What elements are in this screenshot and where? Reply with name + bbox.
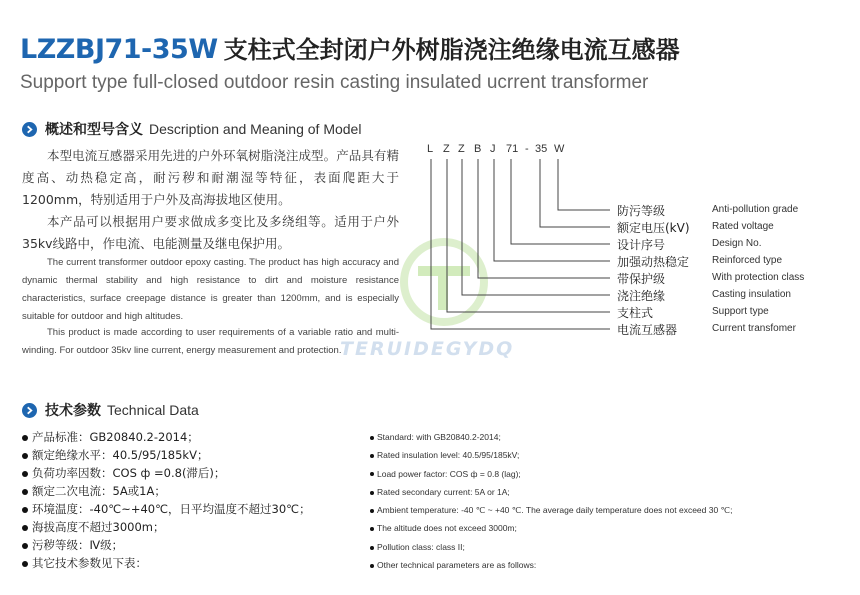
code-letter-71: 71 <box>506 143 519 155</box>
technical-heading <box>22 400 199 420</box>
model-code-diagram <box>420 140 860 340</box>
description-para2-cn: 本产品可以根据用户要求做成多变比及多绕组等。适用于户外35kv线路中，作电流、电能测量及继电保护用。 <box>22 214 399 251</box>
code-lines <box>420 140 620 340</box>
legend-cn-5: 浇注绝缘 <box>617 289 666 303</box>
legend-en-5: Casting insulation <box>712 289 791 300</box>
spec-cn-item: 环境温度：-40℃~+40℃，日平均温度不超过30℃； <box>22 500 311 518</box>
code-letter-l: L <box>427 143 434 155</box>
spec-cn-item: 其它技术参数见下表： <box>22 554 311 572</box>
spec-en-item: Load power factor: COS ф = 0.8 (lag); <box>370 465 732 483</box>
legend-en-7: Current transfomer <box>712 323 796 334</box>
product-name-cn: 支柱式全封闭户外树脂浇注绝缘电流互感器 <box>223 36 680 64</box>
specs-cn-list <box>22 428 311 572</box>
watermark-text: TERUIDEGYDQ <box>340 338 515 360</box>
spec-en-item: The altitude does not exceed 3000m; <box>370 519 732 537</box>
spec-en-item: Standard: with GB20840.2-2014; <box>370 428 732 446</box>
legend-cn-4: 带保护级 <box>617 272 666 286</box>
code-letter-w: W <box>554 143 565 155</box>
technical-heading-en: Technical Data <box>107 402 199 418</box>
legend-cn-3: 加强动热稳定 <box>617 255 690 269</box>
legend-en-4: With protection class <box>712 272 805 283</box>
spec-en-item: Ambient temperature: -40 ℃ ~ +40 ℃. The average daily temperature does not exceed 30 ℃; <box>370 501 732 519</box>
spec-cn-item: 污秽等级：Ⅳ级； <box>22 536 311 554</box>
spec-en-item: Other technical parameters are as follows: <box>370 556 732 574</box>
description-para1-en: The current transformer outdoor epoxy casting. The product has high accuracy and dynamic thermal stability and high resistance to dirt and moisture resistance characteristics, surface creepage distance is greater than 1200mm, and is especially suitable for outdoor and high altitudes. <box>22 257 399 322</box>
code-letter-z1: Z <box>443 143 450 155</box>
code-letter-35: 35 <box>535 143 548 155</box>
page-title <box>20 30 680 65</box>
product-name-en: Support type full-closed outdoor resin casting insulated ucrrent transformer <box>20 72 649 93</box>
description-heading-cn: 概述和型号含义 <box>45 122 143 138</box>
legend-en-0: Anti-pollution grade <box>712 204 799 215</box>
description-heading <box>22 119 361 139</box>
spec-en-item: Rated insulation level: 40.5/95/185kV; <box>370 446 732 464</box>
legend-cn-2: 设计序号 <box>617 238 666 252</box>
description-heading-en: Description and Meaning of Model <box>149 121 362 137</box>
spec-cn-item: 额定二次电流：5A或1A； <box>22 482 311 500</box>
technical-heading-cn: 技术参数 <box>45 403 101 419</box>
legend-cn-0: 防污等级 <box>617 204 666 218</box>
spec-cn-item: 产品标准：GB20840.2-2014； <box>22 428 311 446</box>
chevron-right-icon <box>22 403 37 418</box>
spec-cn-item: 海拔高度不超过3000m； <box>22 518 311 536</box>
code-letter-dash: - <box>525 143 529 155</box>
legend-en-2: Design No. <box>712 238 762 249</box>
legend-cn-7: 电流互感器 <box>617 323 678 337</box>
description-para1-cn: 本型电流互感器采用先进的户外环氧树脂浇注成型。产品具有精度高、动热稳定高，耐污秽和耐潮湿等特征，表面爬距大于1200mm，特别适用于户外及高海拔地区使用。 <box>22 148 399 207</box>
code-letter-b: B <box>474 143 482 155</box>
legend-en-3: Reinforced type <box>712 255 783 266</box>
legend-en-1: Rated voltage <box>712 221 774 232</box>
specs-en-list <box>370 428 732 574</box>
spec-cn-item: 负荷功率因数：COS ф =0.8(滞后)； <box>22 464 311 482</box>
legend-cn-1: 额定电压(kV) <box>617 221 690 235</box>
description-para2-en: This product is made according to user requirements of a variable ratio and multi-winding. For outdoor 35kv line current, energy measurement and protection. <box>22 327 399 356</box>
code-letter-z2: Z <box>458 143 465 155</box>
spec-en-item: Pollution class: class II; <box>370 538 732 556</box>
legend-en-6: Support type <box>712 306 769 317</box>
legend-cn-6: 支柱式 <box>617 306 654 320</box>
spec-cn-item: 额定绝缘水平：40.5/95/185kV； <box>22 446 311 464</box>
spec-en-item: Rated secondary current: 5A or 1A; <box>370 483 732 501</box>
chevron-right-icon <box>22 122 37 137</box>
model-number: LZZBJ71-35W <box>20 34 218 65</box>
code-letter-j: J <box>490 143 496 155</box>
